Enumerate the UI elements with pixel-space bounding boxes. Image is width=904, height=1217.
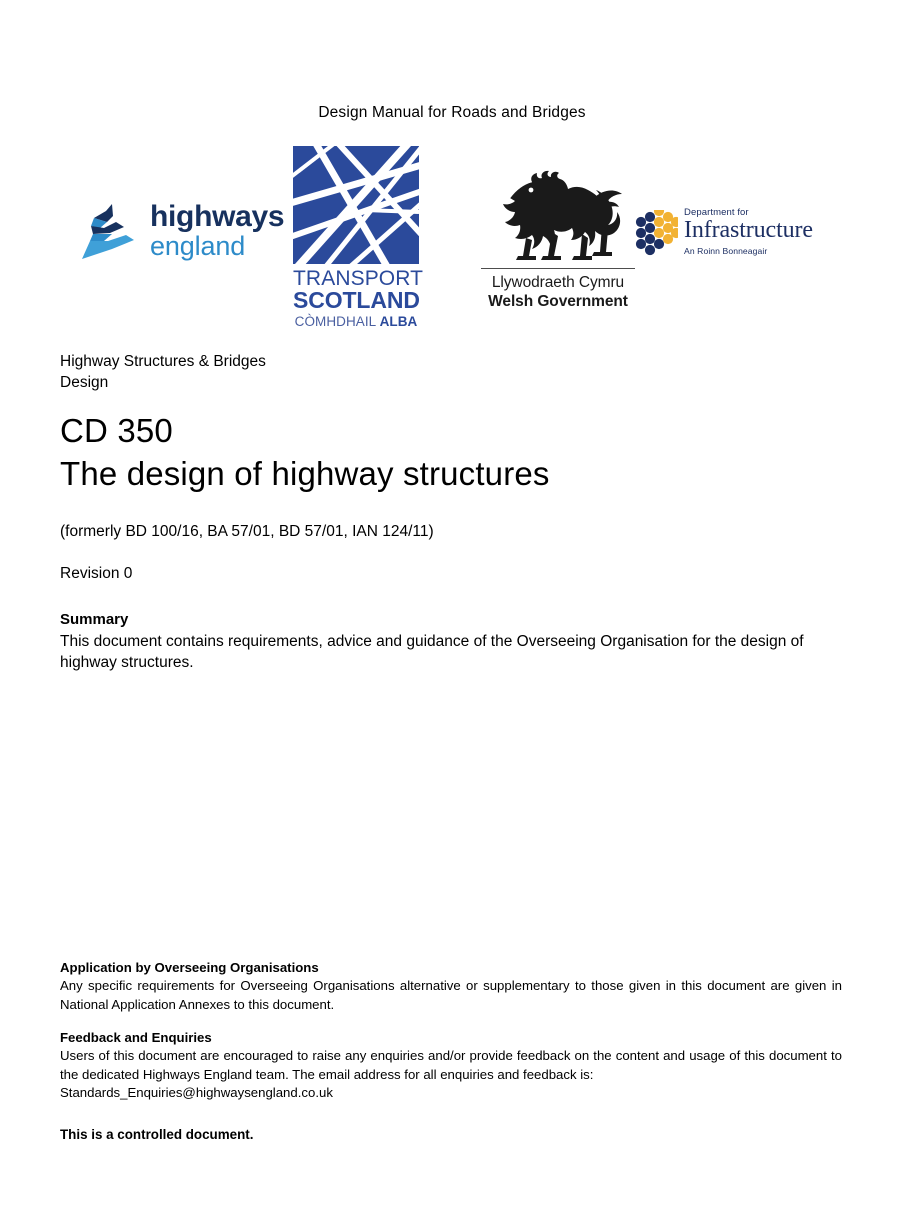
highways-england-wordmark: highways england	[150, 200, 285, 261]
transport-scotland-logo	[293, 146, 424, 330]
welsh-government-divider	[481, 268, 635, 269]
highways-england-mark-icon	[82, 202, 144, 262]
feedback-email[interactable]: Standards_Enquiries@highwaysengland.co.uk	[60, 1084, 333, 1100]
document-title-block	[60, 352, 850, 673]
welsh-government-logo	[478, 168, 638, 328]
feedback-text: Users of this document are encouraged to raise any enquiries and/or provide feedback on the content and usage of this document to the dedicated Highways England team. The email address for all enquiries and feedback is:	[60, 1048, 842, 1082]
welsh-dragon-icon	[490, 168, 626, 264]
document-subsuite: Design	[60, 373, 109, 391]
document-code: CD 350	[60, 412, 173, 450]
infrastructure-hexagon-cluster-icon	[632, 210, 678, 256]
controlled-document-notice: This is a controlled document.	[60, 1127, 254, 1143]
transport-scotland-roads-icon	[293, 146, 419, 264]
welsh-government-wordmark: Llywodraeth Cymru Welsh Government	[488, 274, 628, 310]
highways-england-logo	[82, 202, 297, 264]
infrastructure-wordmark: Department for Infrastructure An Roinn Bonneagair	[684, 207, 813, 256]
feedback-heading: Feedback and Enquiries	[60, 1029, 212, 1045]
document-manual-header: Design Manual for Roads and Bridges	[318, 104, 586, 121]
document-suite: Highway Structures & Bridges	[60, 353, 266, 370]
summary-heading: Summary	[60, 611, 129, 629]
department-for-infrastructure-logo	[632, 208, 828, 260]
application-heading: Application by Overseeing Organisations	[60, 960, 319, 975]
application-text: Any specific requirements for Overseeing Organisations alternative or supplementary to those given in this document are given in National Application Annexes to this document.	[60, 978, 842, 1012]
summary-text: This document contains requirements, advice and guidance of the Overseeing Organisation for the design of highway structures.	[60, 632, 804, 671]
revision-number: Revision 0	[60, 565, 133, 583]
formerly-known-as: (formerly BD 100/16, BA 57/01, BD 57/01, IAN 124/11)	[60, 522, 434, 540]
notes-spacer	[60, 1014, 842, 1029]
page-title: The design of highway structures	[60, 455, 550, 493]
overseeing-organisation-logos	[60, 140, 850, 335]
footer-notes	[60, 959, 842, 1145]
transport-scotland-gaelic-line: CÒMHDHAIL ALBA	[294, 313, 418, 329]
transport-scotland-wordmark: TRANSPORT SCOTLAND CÒMHDHAIL ALBA	[293, 267, 424, 329]
